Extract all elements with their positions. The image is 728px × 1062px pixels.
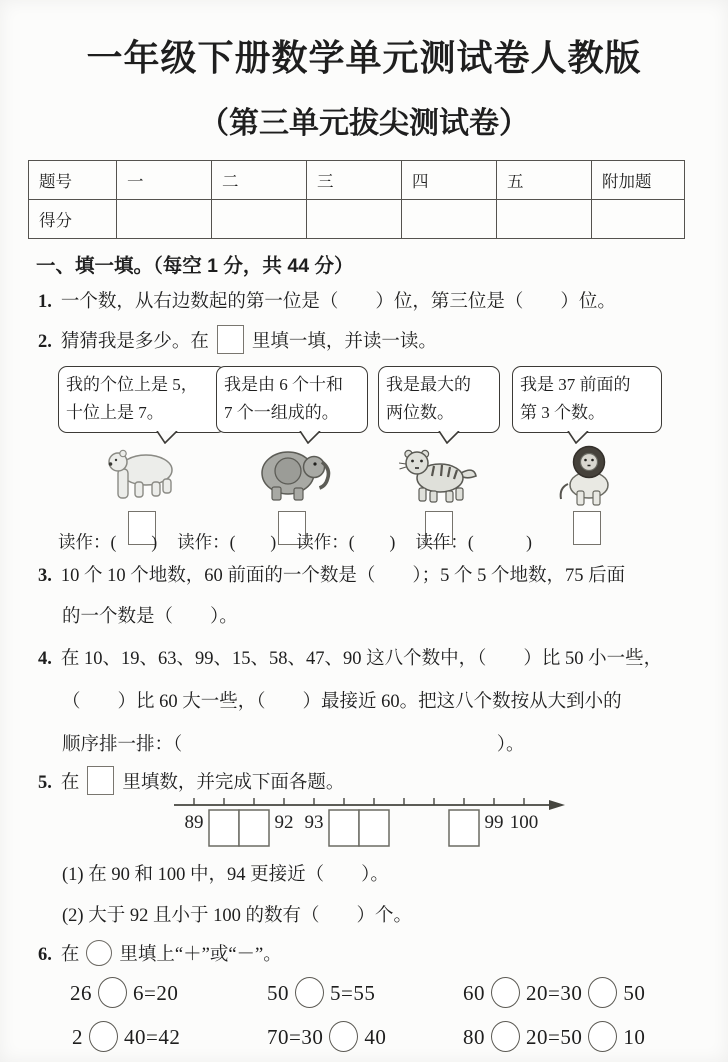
bubble-text-line: 十位上是 7。 [66,402,164,422]
equation-text: 5=55 [330,981,376,1005]
question-5-sub-1: (1) 在 90 和 100 中，94 更接近（ ）。 [62,865,389,885]
guess-item-elephant [216,366,368,545]
equation [267,1021,386,1052]
number-line-fill-box[interactable] [239,810,269,846]
equation [267,977,375,1008]
speech-bubble [378,366,500,433]
question-3-text: 的一个数是（ ）。 [62,607,238,627]
number-line-fill-box[interactable] [359,810,389,846]
question-4-line-3 [62,730,525,756]
equation-text: 80 [463,1025,485,1049]
elephant-illustration [216,442,368,508]
page-subtitle: （第三单元拔尖测试卷） [199,107,529,140]
guess-item-tiger [378,366,500,545]
number-line-fill-box[interactable] [209,810,239,846]
plus-minus-circle[interactable] [89,1021,118,1052]
score-input-cell[interactable] [307,200,402,239]
score-table [28,160,685,239]
question-1-number: 1. [38,292,52,312]
plus-minus-circle[interactable] [491,1021,520,1052]
equation [72,1021,180,1052]
bubble-tail [298,431,322,444]
number-line-fill-box[interactable] [329,810,359,846]
speech-bubble [512,366,662,433]
number-line-label: 99 [484,812,504,833]
plus-minus-circle[interactable] [295,977,324,1008]
plus-minus-circle[interactable] [588,977,617,1008]
score-table-score-row [29,200,685,239]
read-as-row [58,529,532,554]
question-4-line-2 [62,687,622,713]
number-line [158,790,588,859]
speech-bubble [58,366,226,433]
bubble-text-line: 我是最大的 [386,375,471,394]
question-5-sub-2: (2) 大于 92 且小于 100 的数有（ ）个。 [62,906,412,926]
question-4-number: 4. [38,649,52,669]
equation-text: 20=50 [526,1025,583,1049]
equation-text: 2 [72,1025,83,1049]
speech-bubble [216,366,368,433]
equation-text: 50 [623,981,646,1005]
bubble-text-line: 我是由 6 个十和 [224,375,343,394]
question-4-line-1 [38,644,662,670]
question-2 [38,325,437,354]
question-2-number: 2. [38,332,52,352]
question-3-line-1 [38,561,625,587]
question-6-text-post: 里填上“＋”或“－”。 [119,945,282,965]
equation [463,1021,645,1052]
equation-text: 26 [70,981,92,1005]
score-header-cell: 五 [497,161,592,200]
question-6-text-pre: 在 [60,945,80,965]
read-as-label: 读作：( ) [296,532,396,552]
question-1 [38,287,616,313]
score-header-cell: 二 [212,161,307,200]
equation-text: 10 [623,1025,646,1049]
bubble-tail [437,431,461,444]
score-input-cell[interactable] [592,200,685,239]
answer-box[interactable] [573,511,601,545]
number-line-label: 92 [274,812,294,833]
number-line-label: 89 [184,812,204,833]
bubble-text-line: 第 3 个数。 [520,402,605,422]
score-input-cell[interactable] [117,200,212,239]
question-4-text: 顺序排一排：（ ）。 [62,735,525,755]
equation-text: 40 [364,1025,387,1049]
score-header-cell: 题号 [29,161,117,200]
question-5-text-post: 里填数，并完成下面各题。 [122,773,345,793]
score-input-cell[interactable] [402,200,497,239]
bubble-tail [155,431,179,444]
question-5-number: 5. [38,773,52,793]
lion-illustration [512,442,662,508]
score-table-header-row [29,161,685,200]
equation-text: 6=20 [133,981,179,1005]
polar-bear-illustration [58,442,226,508]
question-1-text: 一个数，从右边数起的第一位是（ ）位，第三位是（ ）位。 [60,292,616,312]
plus-minus-circle[interactable] [329,1021,358,1052]
guess-item-lion [512,366,662,545]
fill-in-circle-icon [86,940,112,966]
question-5-text-pre: 在 [60,773,80,793]
question-4-text: 在 10、19、63、99、15、58、47、90 这八个数中，（ ）比 50 小一些， [60,649,663,669]
question-6-number: 6. [38,945,52,965]
plus-minus-circle[interactable] [491,977,520,1008]
bubble-text-line: 7 个一组成的。 [224,402,339,422]
bubble-text-line: 我的个位上是 5， [66,375,198,394]
read-as-label: 读作：( ) [415,532,532,552]
score-header-cell: 一 [117,161,212,200]
equation-text: 20=30 [526,981,583,1005]
question-4-text: （ ）比 60 大一些，（ ）最接近 60。把这八个数按从大到小的 [62,692,622,712]
score-header-cell: 附加题 [592,161,685,200]
bubble-text-line: 两位数。 [386,402,454,422]
score-input-cell[interactable] [212,200,307,239]
number-line-svg [158,790,588,854]
fill-in-box-icon [217,325,244,354]
score-row-label: 得分 [29,200,117,239]
number-line-fill-box[interactable] [449,810,479,846]
question-2-text-pre: 猜猜我是多少。在 [60,332,209,352]
score-header-cell: 四 [402,161,497,200]
equation-text: 70=30 [267,1025,324,1049]
equation-text: 50 [267,981,289,1005]
fill-in-box-icon [87,766,114,795]
question-3-line-2 [62,602,238,628]
equation-text: 40=42 [124,1025,181,1049]
bubble-text-line: 我是 37 前面的 [520,375,631,394]
question-3-number: 3. [38,566,52,586]
plus-minus-circle[interactable] [98,977,127,1008]
read-as-label: 读作：( ) [58,532,158,552]
question-6 [38,940,282,966]
plus-minus-circle[interactable] [588,1021,617,1052]
question-3-text: 10 个 10 个地数，60 前面的一个数是（ ）；5 个 5 个地数，75 后面 [60,566,626,586]
number-line-label: 93 [304,812,324,833]
equation [463,977,645,1008]
score-header-cell: 三 [307,161,402,200]
section-1-heading: 一、填一填。（每空 1 分，共 44 分） [36,255,354,277]
bubble-tail [566,431,590,444]
equation [70,977,178,1008]
question-2-text-post: 里填一填，并读一读。 [251,332,437,352]
equation-text: 60 [463,981,485,1005]
number-line-label: 100 [509,812,539,833]
guess-item-polar-bear [58,366,226,545]
read-as-label: 读作：( ) [177,532,277,552]
page-title: 一年级下册数学单元测试卷人教版 [86,37,642,78]
tiger-illustration [378,442,500,508]
score-input-cell[interactable] [497,200,592,239]
